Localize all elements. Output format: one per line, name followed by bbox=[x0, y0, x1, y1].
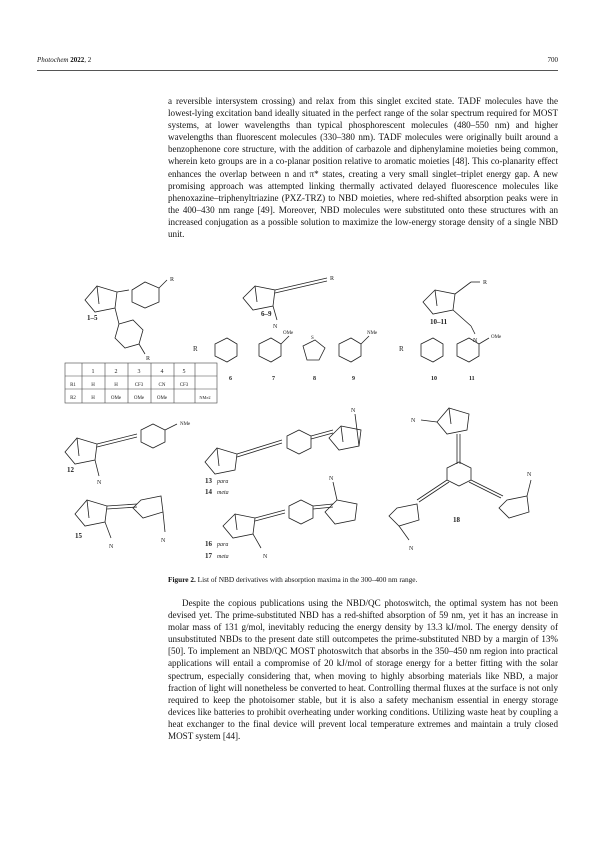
r1-label-a: R bbox=[146, 356, 151, 362]
structure-6-9 bbox=[193, 276, 378, 382]
journal-volume: , 2 bbox=[84, 56, 92, 64]
label-14-meta: meta bbox=[217, 490, 229, 496]
page-number: 700 bbox=[547, 56, 558, 64]
ome-label-a: OMe bbox=[283, 331, 294, 336]
label-6: 6 bbox=[229, 376, 232, 382]
journal-year: 2022 bbox=[70, 56, 85, 64]
r3-label-a: R bbox=[330, 276, 335, 282]
structure-12 bbox=[65, 422, 191, 486]
paragraph-2: Despite the copious publications using the NBD/QC photoswitch, the optimal system has not been devised yet. The prime-substituted NBD has a red-shifted absorption of 59 nm, yet it has an increase in molar mass of 131 g/mol, inevitably reducing the energy density by 13.3 kJ/mol. The energy density of unsubstituted NBDs to the present date still outcompetes the prime-substituted NBD by a margin of 13% [50]. To implement an NBD/QC MOST photoswitch that absorbs in the 350–450 nm region into practical applications will entail a compromise of 20 kJ/mol of storage energy for a better fitting with the solar spectrum, especially considering that, when moving to highly absorbing materials like NBD, a major fraction of light will nonetheless be converted to heat. Controlling thermal fluxes at the surface is not only required to keep the photoisomer stable, but it is also a safety mechanism essential in energy storage devices like batteries to prohibit overheating under working conditions. Utilizing waste heat by coupling a heat exchanger to the final device will prevent local temperature extremes and maintain a truly closed MOST system [44]. bbox=[168, 598, 558, 742]
substituent-table bbox=[65, 363, 217, 403]
structure-16-17 bbox=[205, 476, 357, 560]
ome-label-b: OMe bbox=[491, 335, 502, 340]
label-16-para: para bbox=[217, 542, 229, 548]
journal-name: Photochem bbox=[37, 56, 69, 64]
r4-label-a: R bbox=[483, 280, 488, 286]
structure-10-11 bbox=[399, 280, 502, 382]
nitrile-n-label: N bbox=[161, 538, 166, 544]
label-15: 15 bbox=[75, 532, 82, 540]
r2-label-a: R bbox=[170, 277, 175, 283]
table-cell: R2 bbox=[70, 396, 76, 401]
table-header-1: 1 bbox=[91, 369, 95, 375]
label-7: 7 bbox=[272, 376, 275, 382]
label-14: 14 bbox=[205, 488, 212, 496]
label-13: 13 bbox=[205, 477, 212, 485]
table-cell: CF3 bbox=[179, 383, 189, 388]
nitrile-n-label: N bbox=[329, 476, 334, 482]
r4-label-b: R bbox=[399, 345, 404, 353]
structure-13-14 bbox=[205, 408, 361, 496]
nitrile-n-label: N bbox=[273, 324, 278, 330]
label-11: 11 bbox=[469, 376, 475, 382]
page-header bbox=[37, 56, 558, 68]
figure-2 bbox=[37, 268, 558, 568]
table-header-5: 5 bbox=[182, 369, 186, 375]
nitrile-n-label: N bbox=[109, 544, 114, 550]
table-cell: OMe bbox=[156, 396, 168, 401]
nitrile-n-label: N bbox=[411, 418, 416, 424]
structure-1-5 bbox=[85, 277, 174, 362]
label-8: 8 bbox=[313, 376, 316, 382]
header-rule bbox=[37, 70, 558, 71]
label-12: 12 bbox=[67, 466, 74, 474]
nbd-structures-diagram bbox=[37, 268, 558, 568]
nme2-label-a: NMe bbox=[367, 331, 378, 336]
label-1-5: 1–5 bbox=[87, 314, 98, 322]
nitrile-n-label: N bbox=[527, 472, 532, 478]
caption-text: List of NBD derivatives with absorption maxima in the 300–400 nm range. bbox=[195, 575, 418, 584]
table-cell: H bbox=[91, 396, 95, 401]
s-label: S bbox=[311, 336, 314, 341]
nitrile-n-label: N bbox=[263, 554, 268, 560]
figure-caption bbox=[168, 575, 558, 584]
table-header-3: 3 bbox=[137, 369, 141, 375]
journal-citation bbox=[37, 56, 91, 64]
nitrile-n-label: N bbox=[351, 408, 356, 414]
label-6-9: 6–9 bbox=[261, 310, 272, 318]
table-cell: R1 bbox=[70, 383, 76, 388]
label-13-para: para bbox=[217, 479, 229, 485]
paragraph-1: a reversible intersystem crossing) and relax from this singlet excited state. TADF molecules have the lowest-lying excitation band ideally situated in the perfect range of the solar spectrum required for MOST systems, at lower wavelengths than typical phosphorescent molecules (480–550 nm) and higher wavelengths than fluorescent molecules (330–380 nm). TADF molecules were originally built around a benzophenone core structure, with the addition of carbazole and diphenylamine moieties being common, wherein keto groups are in a co-planar position relative to aromatic moieties [48]. This co-planarity effect enhances the overlap between n and π* states, creating a very small singlet–triplet energy gap. A new promising approach was attempted linking thermally activated delayed fluorescence molecules like phenoxazine–triphenyltriazine (PXZ-TRZ) to NBD moieties, where red-shifted absorption peaks were in the 400–430 nm range [49]. Moreover, NBD molecules were substituted onto these structures with an increased conjugation as a possible solution to maximize the low-energy storage density of a single NBD unit. bbox=[168, 96, 558, 240]
nitrile-n-label: N bbox=[473, 338, 478, 344]
nitrile-n-label: N bbox=[409, 546, 414, 552]
label-17: 17 bbox=[205, 552, 212, 560]
label-10-11: 10–11 bbox=[430, 318, 448, 326]
table-header-2: 2 bbox=[114, 369, 118, 375]
table-cell: OMe bbox=[133, 396, 145, 401]
table-header-4: 4 bbox=[160, 369, 164, 375]
caption-label: Figure 2. bbox=[168, 575, 196, 584]
table-cell: H bbox=[91, 383, 95, 388]
structure-15 bbox=[75, 496, 166, 550]
label-9: 9 bbox=[352, 376, 355, 382]
nme2-label-b: NMe bbox=[180, 422, 191, 427]
table-cell: CN bbox=[158, 383, 166, 388]
table-cell: NMe2 bbox=[199, 395, 211, 400]
label-17-meta: meta bbox=[217, 554, 229, 560]
table-cell: H bbox=[114, 383, 118, 388]
label-16: 16 bbox=[205, 540, 212, 548]
structure-18 bbox=[389, 408, 532, 552]
label-18: 18 bbox=[453, 516, 460, 524]
nitrile-n-label: N bbox=[97, 480, 102, 486]
label-10: 10 bbox=[431, 376, 437, 382]
table-cell: CF3 bbox=[134, 383, 144, 388]
r3-label-b: R bbox=[193, 345, 198, 353]
table-cell: OMe bbox=[110, 396, 122, 401]
